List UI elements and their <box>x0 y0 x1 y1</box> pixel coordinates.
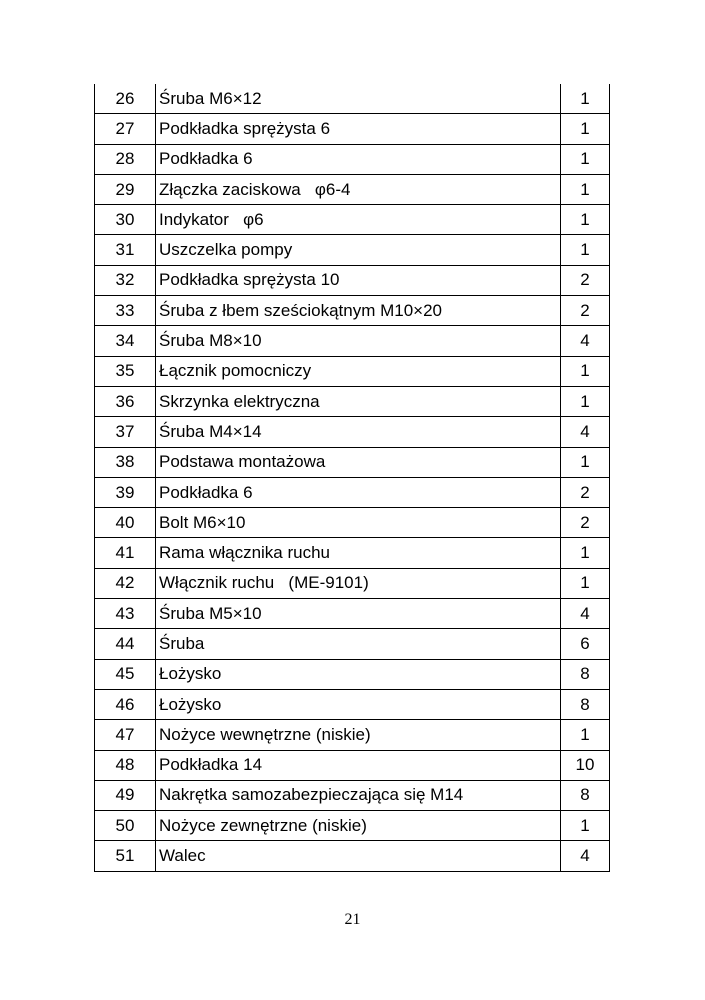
part-name-cell: Śruba M8×10 <box>156 326 561 356</box>
part-quantity-cell: 1 <box>561 568 610 598</box>
table-row <box>95 386 610 416</box>
part-name-cell: Podkładka 6 <box>156 477 561 507</box>
part-number-cell: 28 <box>95 144 156 174</box>
table-row <box>95 477 610 507</box>
part-number-cell: 49 <box>95 780 156 810</box>
part-name-cell: Podkładka sprężysta 6 <box>156 114 561 144</box>
part-name-cell: Skrzynka elektryczna <box>156 386 561 416</box>
part-number-cell: 40 <box>95 508 156 538</box>
part-quantity-cell: 1 <box>561 356 610 386</box>
part-number-cell: 34 <box>95 326 156 356</box>
table-row <box>95 599 610 629</box>
part-quantity-cell: 1 <box>561 174 610 204</box>
part-number-cell: 43 <box>95 599 156 629</box>
part-quantity-cell: 1 <box>561 235 610 265</box>
part-name-cell: Nakrętka samozabezpieczająca się M14 <box>156 780 561 810</box>
part-name-cell: Walec <box>156 841 561 871</box>
part-quantity-cell: 10 <box>561 750 610 780</box>
table-row <box>95 144 610 174</box>
part-number-cell: 30 <box>95 205 156 235</box>
table-row <box>95 508 610 538</box>
part-number-cell: 46 <box>95 689 156 719</box>
part-number-cell: 31 <box>95 235 156 265</box>
table-row <box>95 235 610 265</box>
table-row <box>95 538 610 568</box>
part-name-cell: Śruba M5×10 <box>156 599 561 629</box>
part-quantity-cell: 1 <box>561 144 610 174</box>
parts-table <box>94 84 610 872</box>
table-row <box>95 356 610 386</box>
part-name-cell: Śruba <box>156 629 561 659</box>
part-name-cell: Uszczelka pompy <box>156 235 561 265</box>
part-number-cell: 48 <box>95 750 156 780</box>
part-number-cell: 35 <box>95 356 156 386</box>
part-name-cell: Śruba M6×12 <box>156 84 561 114</box>
parts-table-body <box>95 84 610 871</box>
part-number-cell: 42 <box>95 568 156 598</box>
part-number-cell: 50 <box>95 811 156 841</box>
part-name-cell: Łącznik pomocniczy <box>156 356 561 386</box>
part-quantity-cell: 8 <box>561 780 610 810</box>
part-number-cell: 38 <box>95 447 156 477</box>
part-number-cell: 26 <box>95 84 156 114</box>
table-row <box>95 174 610 204</box>
part-quantity-cell: 4 <box>561 326 610 356</box>
part-quantity-cell: 1 <box>561 386 610 416</box>
part-number-cell: 33 <box>95 296 156 326</box>
part-number-cell: 51 <box>95 841 156 871</box>
part-name-cell: Śruba M4×14 <box>156 417 561 447</box>
part-quantity-cell: 4 <box>561 417 610 447</box>
part-quantity-cell: 2 <box>561 477 610 507</box>
part-number-cell: 37 <box>95 417 156 447</box>
part-number-cell: 41 <box>95 538 156 568</box>
part-name-cell: Bolt M6×10 <box>156 508 561 538</box>
table-row <box>95 659 610 689</box>
page-number: 21 <box>344 911 361 928</box>
part-name-cell: Nożyce zewnętrzne (niskie) <box>156 811 561 841</box>
part-quantity-cell: 8 <box>561 659 610 689</box>
table-row <box>95 447 610 477</box>
part-number-cell: 29 <box>95 174 156 204</box>
part-name-cell: Podkładka 6 <box>156 144 561 174</box>
part-name-cell: Śruba z łbem sześciokątnym M10×20 <box>156 296 561 326</box>
part-number-cell: 44 <box>95 629 156 659</box>
part-quantity-cell: 2 <box>561 296 610 326</box>
part-quantity-cell: 1 <box>561 538 610 568</box>
table-row <box>95 205 610 235</box>
part-quantity-cell: 4 <box>561 841 610 871</box>
part-quantity-cell: 1 <box>561 720 610 750</box>
part-name-cell: Rama włącznika ruchu <box>156 538 561 568</box>
table-row <box>95 720 610 750</box>
part-number-cell: 32 <box>95 265 156 295</box>
part-quantity-cell: 1 <box>561 84 610 114</box>
part-number-cell: 47 <box>95 720 156 750</box>
part-name-cell: Łożysko <box>156 689 561 719</box>
table-row <box>95 265 610 295</box>
table-row <box>95 750 610 780</box>
part-quantity-cell: 1 <box>561 114 610 144</box>
table-row <box>95 84 610 114</box>
part-quantity-cell: 2 <box>561 265 610 295</box>
table-row <box>95 568 610 598</box>
table-row <box>95 296 610 326</box>
part-quantity-cell: 1 <box>561 811 610 841</box>
table-row <box>95 114 610 144</box>
part-quantity-cell: 8 <box>561 689 610 719</box>
part-name-cell: Podkładka sprężysta 10 <box>156 265 561 295</box>
table-row <box>95 629 610 659</box>
table-row <box>95 417 610 447</box>
table-row <box>95 689 610 719</box>
table-row <box>95 811 610 841</box>
part-name-cell: Nożyce wewnętrzne (niskie) <box>156 720 561 750</box>
part-number-cell: 39 <box>95 477 156 507</box>
part-quantity-cell: 4 <box>561 599 610 629</box>
part-number-cell: 36 <box>95 386 156 416</box>
part-name-cell: Podstawa montażowa <box>156 447 561 477</box>
part-name-cell: Łożysko <box>156 659 561 689</box>
part-number-cell: 27 <box>95 114 156 144</box>
part-quantity-cell: 6 <box>561 629 610 659</box>
part-name-cell: Indykator φ6 <box>156 205 561 235</box>
part-name-cell: Złączka zaciskowa φ6-4 <box>156 174 561 204</box>
part-number-cell: 45 <box>95 659 156 689</box>
part-quantity-cell: 1 <box>561 447 610 477</box>
part-quantity-cell: 2 <box>561 508 610 538</box>
part-quantity-cell: 1 <box>561 205 610 235</box>
table-row <box>95 326 610 356</box>
table-row <box>95 841 610 871</box>
table-row <box>95 780 610 810</box>
part-name-cell: Włącznik ruchu (ME-9101) <box>156 568 561 598</box>
part-name-cell: Podkładka 14 <box>156 750 561 780</box>
